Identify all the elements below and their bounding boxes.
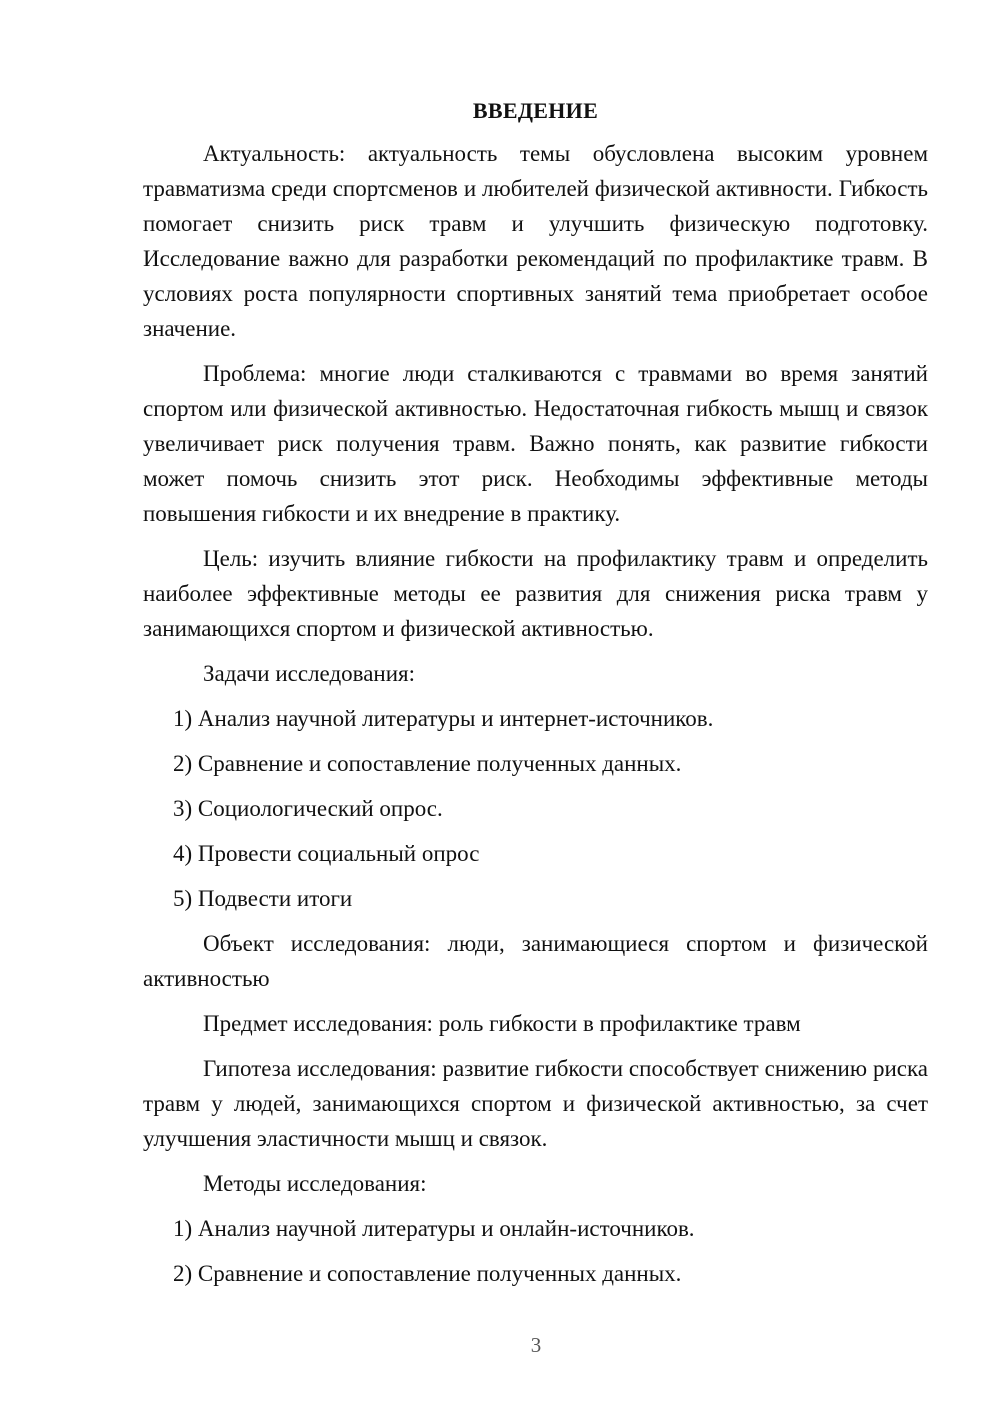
object-paragraph: Объект исследования: люди, занимающиеся спортом и физической активностью	[143, 931, 928, 991]
tasks-heading: Задачи исследования:	[203, 661, 416, 686]
problem-paragraph: Проблема: многие люди сталкиваются с травмами во время занятий спортом или физической активностью. Недостаточная гибкость мышц и связок увеличивает риск получения травм. Важно понять, как развитие гибкости может помочь снизить этот риск. Необходимы эффективные методы повышения гибкости и их внедрение в практику.	[143, 361, 928, 526]
task-item-3: 3) Социологический опрос.	[173, 796, 443, 821]
task-item-2: 2) Сравнение и сопоставление полученных данных.	[173, 751, 682, 776]
page-title: ВВЕДЕНИЕ	[472, 98, 599, 123]
method-item-2: 2) Сравнение и сопоставление полученных данных.	[173, 1261, 682, 1286]
relevance-paragraph: Актуальность: актуальность темы обусловлена высоким уровнем травматизма среди спортсменов и любителей физической активности. Гибкость помогает снизить риск травм и улучшить физическую подготовку. Исследование важно для разработки рекомендаций по профилактике травм. В условиях роста популярности спортивных занятий тема приобретает особое значение.	[143, 141, 928, 341]
method-item-1: 1) Анализ научной литературы и онлайн-источников.	[173, 1216, 695, 1241]
methods-heading: Методы исследования:	[203, 1171, 427, 1196]
task-item-5: 5) Подвести итоги	[173, 886, 353, 911]
page-content	[143, 96, 928, 1301]
page-number: 3	[530, 1333, 542, 1357]
hypothesis-paragraph: Гипотеза исследования: развитие гибкости способствует снижению риска травм у людей, занимающихся спортом и физической активностью, за счет улучшения эластичности мышц и связок.	[143, 1056, 928, 1151]
subject-paragraph: Предмет исследования: роль гибкости в профилактике травм	[203, 1011, 801, 1036]
goal-paragraph: Цель: изучить влияние гибкости на профилактику травм и определить наиболее эффективные методы ее развития для снижения риска травм у занимающихся спортом и физической активностью.	[143, 546, 928, 641]
task-item-4: 4) Провести социальный опрос	[173, 841, 480, 866]
task-item-1: 1) Анализ научной литературы и интернет-источников.	[173, 706, 714, 731]
